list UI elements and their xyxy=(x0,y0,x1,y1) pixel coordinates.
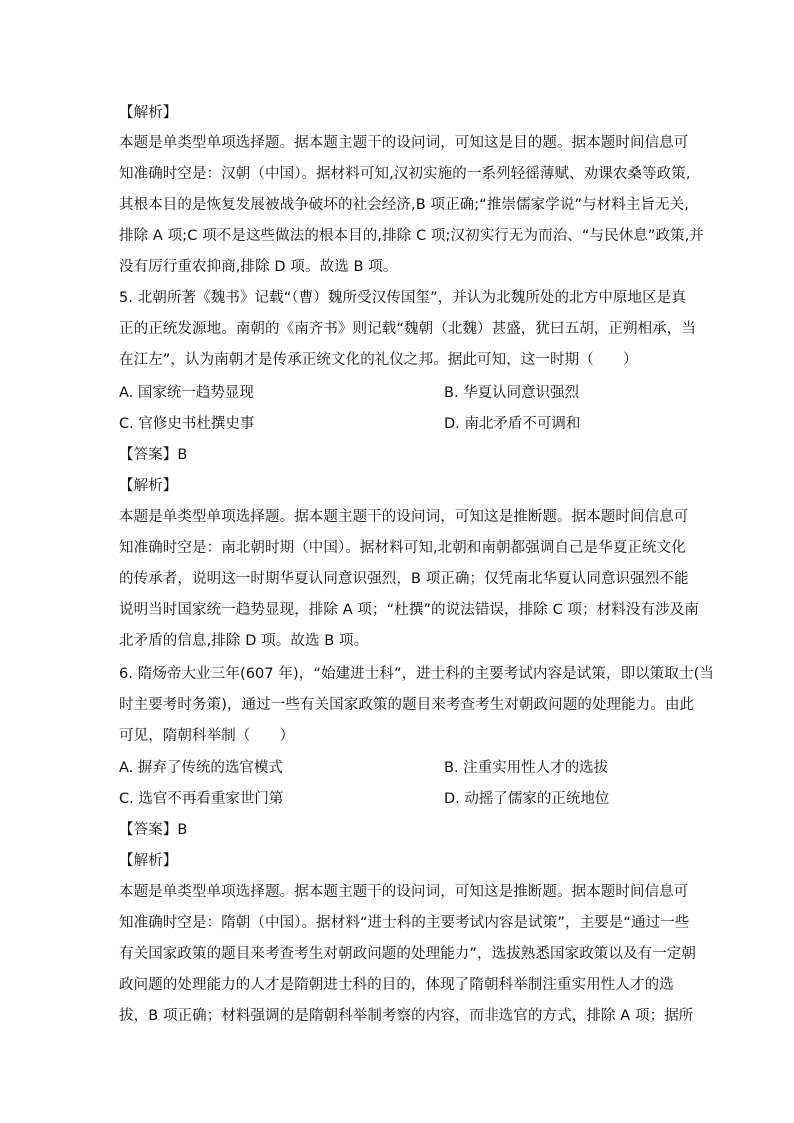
analysis-line: 的传承者，说明这一时期华夏认同意识强烈，B 项正确；仅凭南北华夏认同意识强烈不能 xyxy=(119,571,689,587)
option-b: B. 华夏认同意识强烈 xyxy=(444,385,580,401)
analysis-heading: 【解析】 xyxy=(119,105,178,121)
question-6-stem: 可见，隋朝科举制（ ） xyxy=(119,728,295,744)
question-5-stem: 正的正统发源地。南朝的《南齐书》则记载“魏朝（北魏）甚盛，犹曰五胡，正朔相承，当 xyxy=(119,321,697,337)
analysis-line: 排除 A 项;C 项不是这些做法的根本目的,排除 C 项;汉初实行无为而治、“与民休息”政策,并 xyxy=(119,228,705,244)
option-d: D. 南北矛盾不可调和 xyxy=(444,416,581,432)
analysis-line: 本题是单类型单项选择题。据本题主题干的设问词，可知这是推断题。据本题时间信息可 xyxy=(119,884,689,900)
question-5-stem: 在江左”，认为南朝才是传承正统文化的礼仪之邦。据此可知，这一时期（ ） xyxy=(119,352,638,368)
option-a: A. 国家统一趋势显现 xyxy=(119,385,254,401)
option-a: A. 摒弃了传统的选官模式 xyxy=(119,760,283,776)
analysis-line: 知准确时空是：南北朝时期（中国）。据材料可知,北朝和南朝都强调自己是华夏正统文化 xyxy=(119,540,686,556)
answer-label: 【答案】B xyxy=(119,822,188,838)
analysis-line: 没有厉行重农抑商,排除 D 项。故选 B 项。 xyxy=(119,259,398,275)
analysis-line: 政问题的处理能力的人才是隋朝进士科的目的，体现了隋朝科举制注重实用性人才的选 xyxy=(119,977,674,993)
option-b: B. 注重实用性人才的选拔 xyxy=(444,760,609,776)
analysis-line: 知准确时空是：隋朝（中国）。据材料“进士科的主要考试内容是试策”，主要是“通过一些 xyxy=(119,915,690,931)
answer-label: 【答案】B xyxy=(119,447,188,463)
analysis-line: 北矛盾的信息,排除 D 项。故选 B 项。 xyxy=(119,633,369,649)
option-c: C. 选官不再看重家世门第 xyxy=(119,791,284,807)
option-d: D. 动摇了儒家的正统地位 xyxy=(444,791,610,807)
analysis-heading: 【解析】 xyxy=(119,853,178,869)
question-5-stem: 5. 北朝所著《魏书》记载“（曹）魏所受汉传国玺”，并认为北魏所处的北方中原地区是真 xyxy=(119,290,686,306)
question-6-stem: 6. 隋炀帝大业三年(607 年)，“始建进士科”，进士科的主要考试内容是试策，即以策取士(当 xyxy=(119,666,714,682)
analysis-line: 有关国家政策的题目来考查考生对朝政问题的处理能力”，选拔熟悉国家政策以及有一定朝 xyxy=(119,946,697,962)
analysis-line: 其根本目的是恢复发展被战争破坏的社会经济,B 项正确;“推崇儒家学说”与材料主旨无关, xyxy=(119,197,689,213)
analysis-heading: 【解析】 xyxy=(119,478,178,494)
analysis-line: 知准确时空是：汉朝（中国）。据材料可知,汉初实施的一系列轻徭薄赋、劝课农桑等政策, xyxy=(119,166,691,182)
option-c: C. 官修史书杜撰史事 xyxy=(119,416,255,432)
analysis-line: 本题是单类型单项选择题。据本题主题干的设问词，可知这是推断题。据本题时间信息可 xyxy=(119,509,689,525)
analysis-line: 拔，B 项正确；材料强调的是隋朝科举制考察的内容，而非选官的方式，排除 A 项；据所 xyxy=(119,1008,694,1024)
question-6-stem: 时主要考时务策)，通过一些有关国家政策的题目来考查考生对朝政问题的处理能力。由此 xyxy=(119,697,695,713)
analysis-line: 本题是单类型单项选择题。据本题主题干的设问词，可知这是目的题。据本题时间信息可 xyxy=(119,135,689,151)
analysis-line: 说明当时国家统一趋势显现，排除 A 项；“杜撰”的说法错误，排除 C 项；材料没有涉及南 xyxy=(119,602,699,618)
